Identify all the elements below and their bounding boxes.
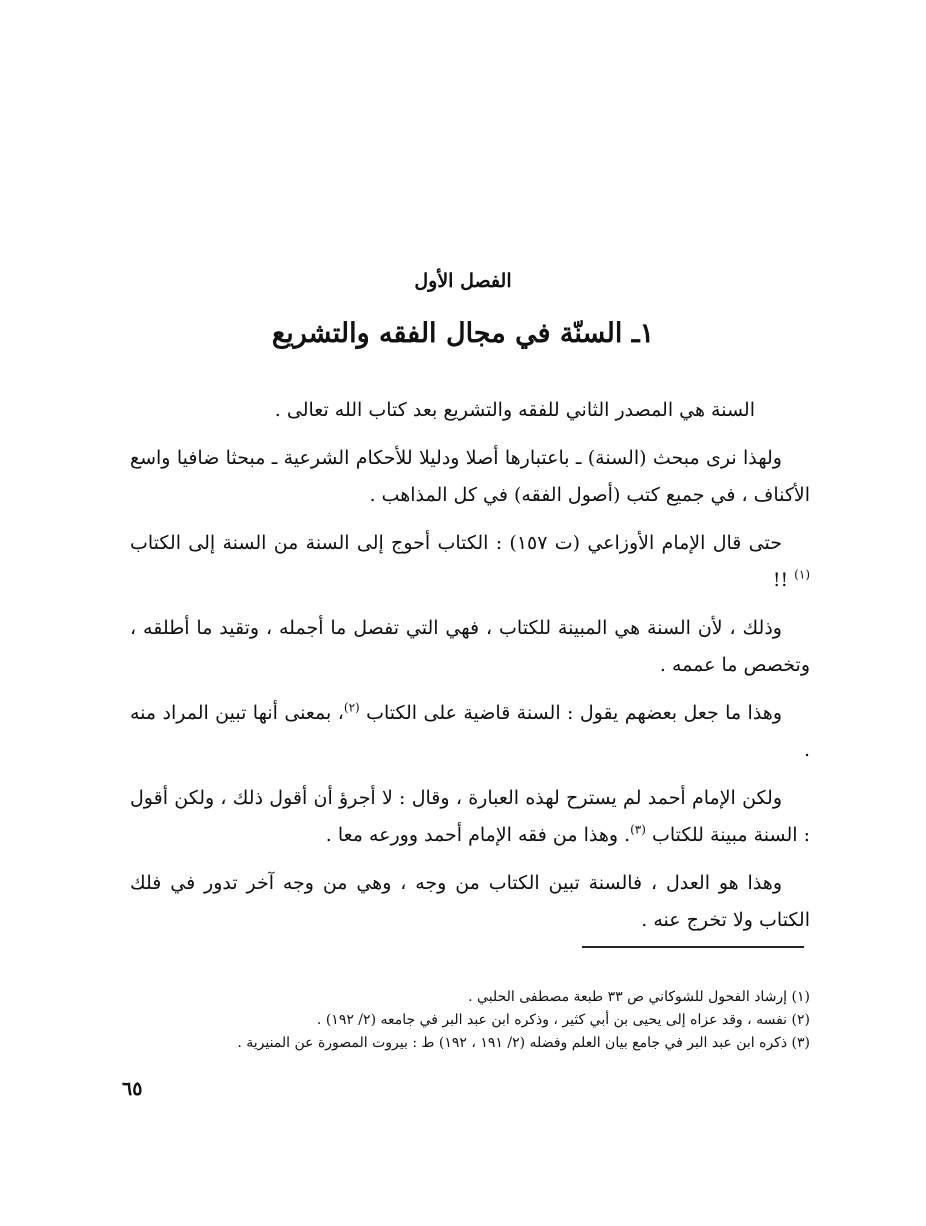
- paragraph-2: ولهذا نرى مبحث (السنة) ـ باعتبارها أصلا ودليلا للأحكام الشرعية ـ مبحثا ضافيا واسع الأكناف ، في جميع كتب (أصول الفقه) في كل المذاهب .: [130, 447, 810, 506]
- footnotes: [130, 986, 810, 1055]
- footnote-3: (٣) ذكره ابن عبد البر في جامع بيان العلم وفضله (٢/ ١٩١ ، ١٩٢) ط : بيروت المصورة عن المنيرية .: [237, 1035, 810, 1051]
- paragraph-6: [130, 780, 810, 854]
- paragraph-3: [130, 525, 810, 599]
- paragraph-3-text: حتى قال الإمام الأوزاعي (ت ١٥٧) : الكتاب أحوج إلى السنة من السنة إلى الكتاب: [130, 532, 782, 554]
- paragraph-3-end: !!: [772, 569, 795, 591]
- footnote-ref-2: (٢): [343, 700, 360, 715]
- footnote-ref-3: (٣): [630, 822, 646, 837]
- paragraph-6-end: . وهذا من فقه الإمام أحمد وورعه معا .: [325, 824, 631, 846]
- paragraph-5-end: ، بمعنى أنها تبين المراد منه .: [130, 702, 810, 761]
- section-title: ١ـ السنّة في مجال الفقه والتشريع: [271, 318, 655, 349]
- paragraph-7: وهذا هو العدل ، فالسنة تبين الكتاب من وجه ، وهي من وجه آخر تدور في فلك الكتاب ولا تخرج عنه .: [130, 872, 810, 931]
- paragraph-4: وذلك ، لأن السنة هي المبينة للكتاب ، فهي التي تفصل ما أجمله ، وتقيد ما أطلقه ، وتخصص ما عممه .: [130, 617, 810, 676]
- paragraph-6-text: ولكن الإمام أحمد لم يسترح لهذه العبارة ، وقال : لا أجرؤ أن أقول ذلك ، ولكن أقول : السنة مبينة للكتاب: [130, 787, 810, 846]
- body-text: [130, 392, 810, 950]
- footnote-ref-1: (١): [794, 567, 810, 582]
- chapter-label: الفصل الأول: [414, 270, 512, 292]
- paragraph-1: السنة هي المصدر الثاني للفقه والتشريع بعد كتاب الله تعالى .: [274, 399, 755, 421]
- footnote-divider: [582, 946, 804, 948]
- page-number: ٦٥: [122, 1078, 143, 1100]
- paragraph-5: [130, 695, 810, 769]
- footnote-1: (١) إرشاد الفحول للشوكاني ص ٣٣ طبعة مصطفى الحلبي .: [468, 989, 810, 1005]
- footnote-2: (٢) نفسه ، وقد عزاه إلى يحيى بن أبي كثير ، وذكره ابن عبد البر في جامعه (٢/ ١٩٢) .: [316, 1012, 810, 1028]
- paragraph-5-text: وهذا ما جعل بعضهم يقول : السنة قاضية على الكتاب: [366, 702, 783, 724]
